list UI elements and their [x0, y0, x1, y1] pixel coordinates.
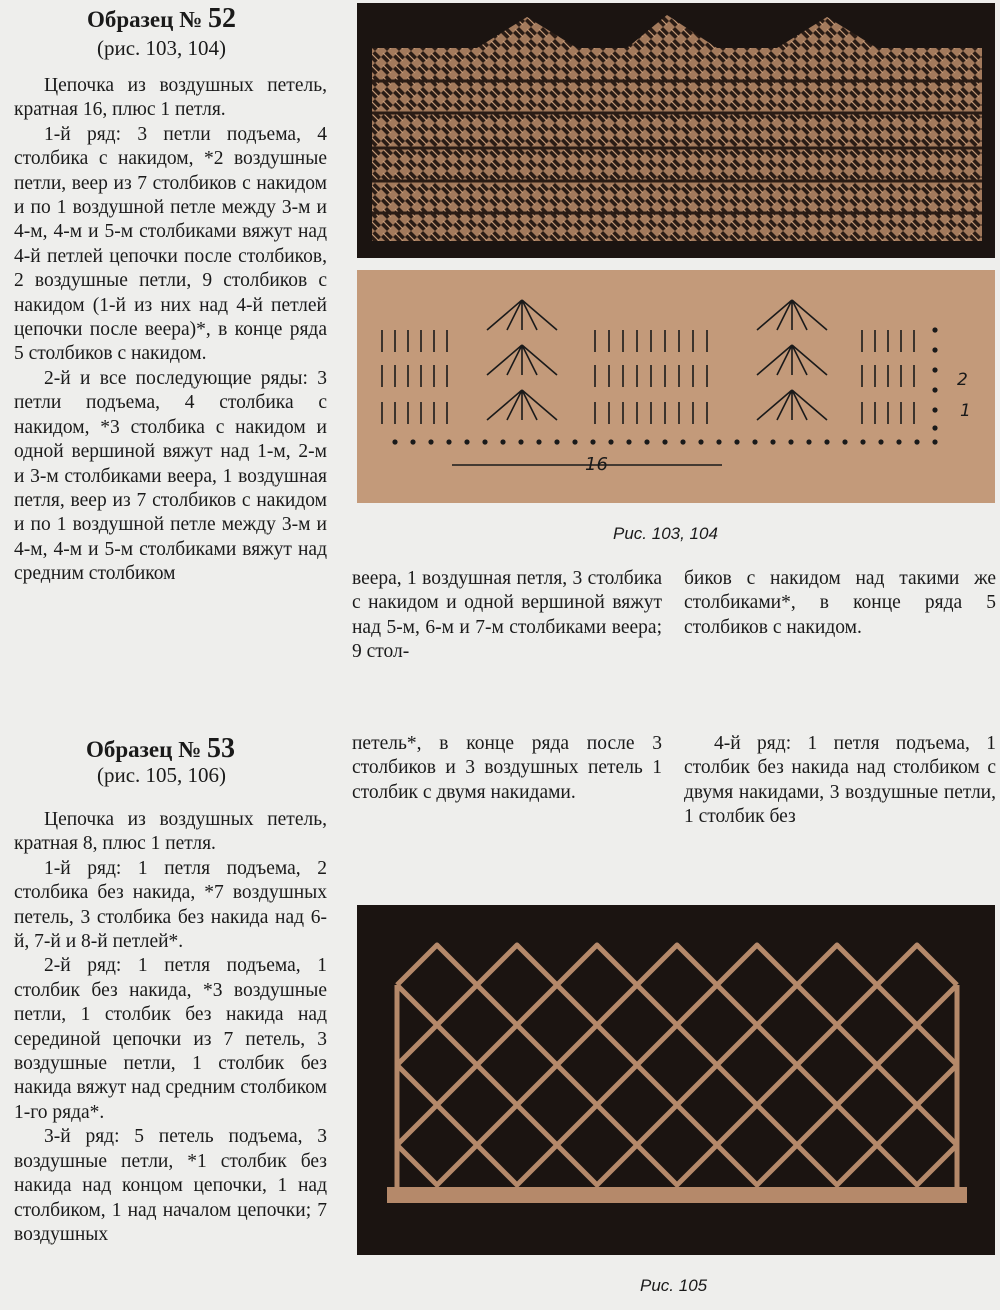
figure-105-photo [357, 905, 995, 1255]
sample-53-number: 53 [207, 733, 235, 764]
sample-52-row2-a: 2-й и все последующие ряды: 3 петли подъема, 4 столбика с накидом, *3 столбика с накидом и одной вершиной вяжут над 1-м, 2-м и 3-м столбиками веера, 1 воздушная петля, веер из 7 столбиков с накидом и по 1 воздушной петле между 3-м и 4-м, 4-м и 5-м столбиками вяжут над средним столбиком [14, 367, 327, 585]
sample-52-intro: Цепочка из воздушных петель, кратная 16, плюс 1 петля. [14, 75, 327, 121]
sample-53-row2: 2-й ряд: 1 петля подъема, 1 столбик без накида, *3 воздушные петли, 1 столбик без накида над серединой цепочки из 7 петель, 3 воздушные петли, 1 столбик без накида вяжут над средним столбиком 1-го ряда*. [14, 955, 327, 1123]
diagram-row-label-1: 1 [960, 401, 971, 421]
sample-52-refs: (рис. 103, 104) [97, 36, 227, 60]
sample-53-row3-a: 3-й ряд: 5 петель подъема, 3 воздушные петли, *1 столбик без накида над концом цепочки, 1 над столбиком, 1 над началом цепочки; 7 воздушных [14, 1126, 327, 1245]
figure-103-104-caption: Рис. 103, 104 [613, 524, 718, 543]
sample-52-number: 52 [208, 3, 236, 34]
sample-53-text-col1 [14, 808, 327, 1308]
sample-53-row4: 4-й ряд: 1 петля подъема, 1 столбик без накида над столбиком с двумя накидами, 3 воздушные петли, 1 столбик без [684, 733, 996, 828]
sample-52-row2-b: веера, 1 воздушная петля, 3 столбика с накидом и одной вершиной вяжут над 5-м, 6-м и 7-м столбиками веера; 9 стол- [352, 568, 662, 663]
diagram-repeat-label: 16 [585, 454, 608, 475]
diagram-row-label-2: 2 [957, 370, 968, 390]
sample-53-intro: Цепочка из воздушных петель, кратная 8, плюс 1 петля. [14, 809, 327, 855]
figure-104-diagram [357, 270, 995, 503]
figure-105-caption: Рис. 105 [640, 1276, 708, 1295]
sample-52-row2-c: биков с накидом над такими же столбиками*, в конце ряда 5 столбиков с накидом. [684, 568, 996, 638]
sample-53-row3-b: петель*, в конце ряда после 3 столбиков и 3 воздушных петель 1 столбик с двумя накидами. [352, 733, 662, 803]
sample-53-row1: 1-й ряд: 1 петля подъема, 2 столбика без накида, *7 воздушных петель, 3 столбика без накида над 6-й, 7-й и 8-й петлей*. [14, 857, 327, 953]
sample-52-row1: 1-й ряд: 3 петли подъема, 4 столбика с накидом, *2 воздушные петли, веер из 7 столбиков с накидом и по 1 воздушной петле между 3-м и 4-м, 4-м и 5-м столбиками вяжут над 4-й петлей цепочки после столбиков, 2 воздушные петли, 9 столбиков с накидом (1-й из них над 4-й петлей цепочки после веера)*, в конце ряда 5 столбиков с накидом. [14, 123, 327, 365]
figure-103-photo [357, 3, 995, 258]
sample-52-text-col1 [14, 74, 327, 714]
sample-52-title: Образец № 52 [87, 3, 236, 34]
sample-53-refs: (рис. 105, 106) [97, 763, 227, 787]
sample-53-title: Образец № 53 [86, 733, 235, 764]
